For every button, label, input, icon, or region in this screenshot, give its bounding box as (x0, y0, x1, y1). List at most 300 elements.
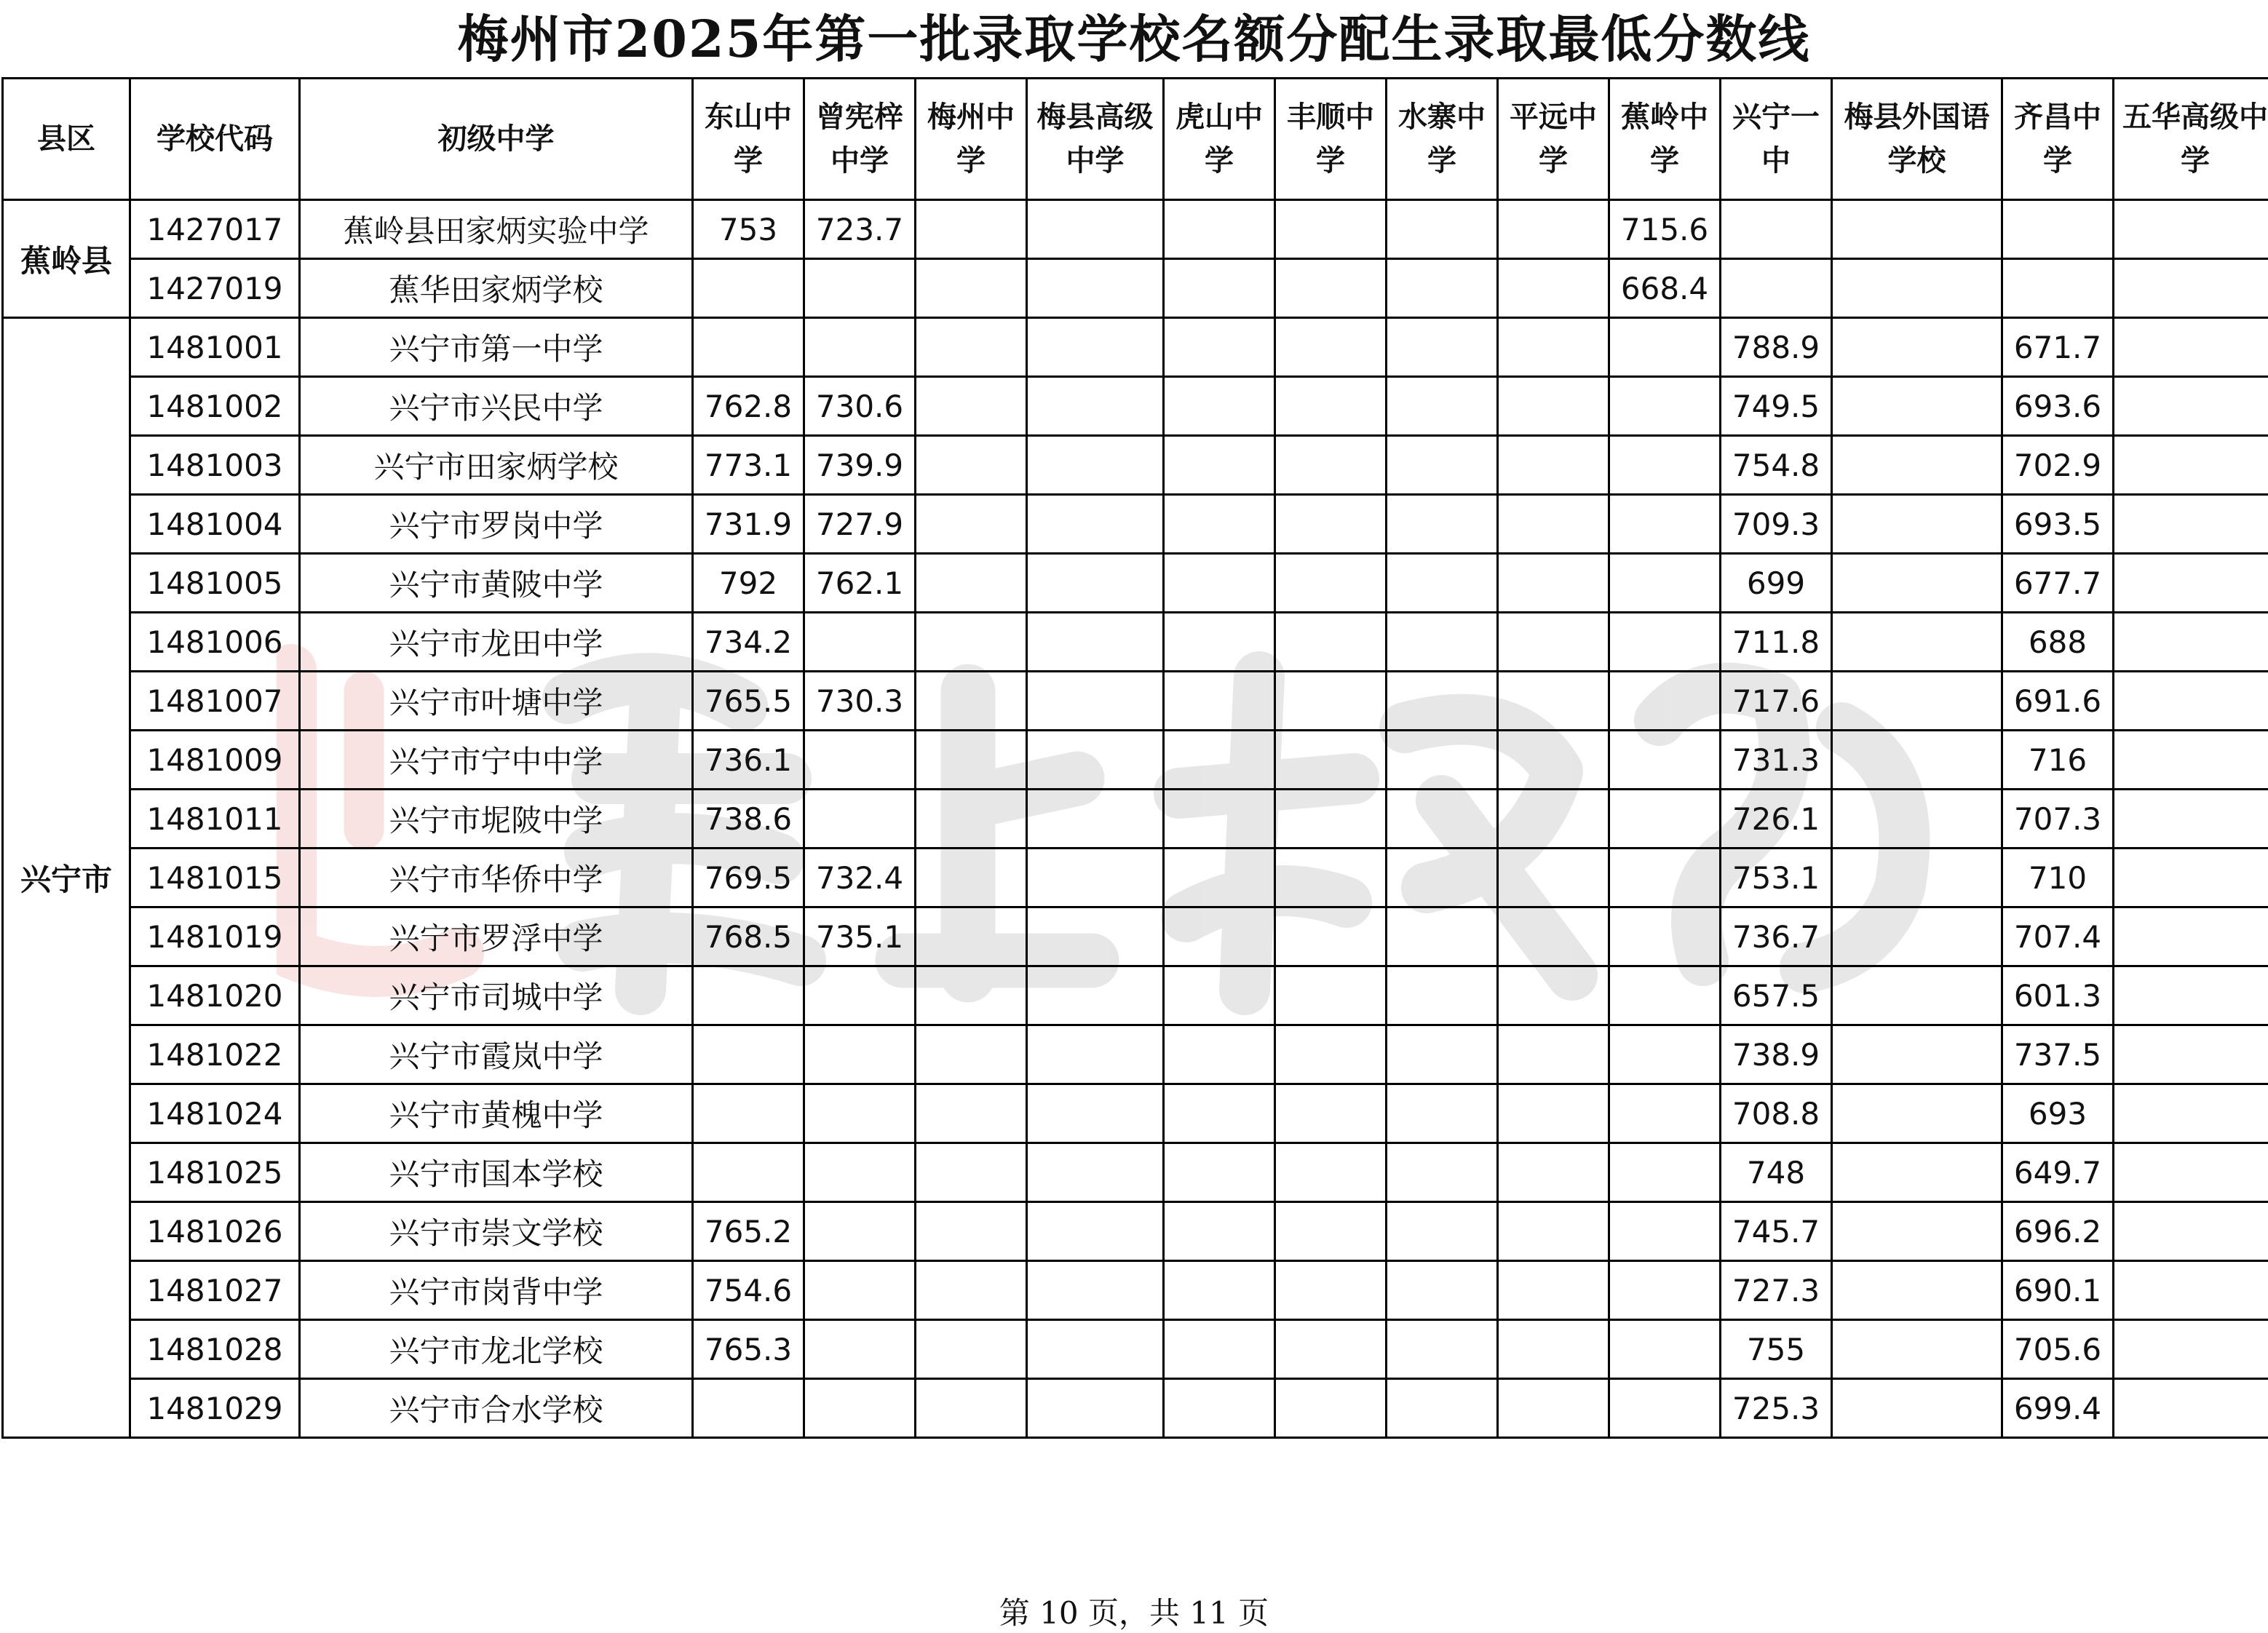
score-cell (1164, 554, 1275, 613)
score-cell (2114, 554, 2268, 613)
score-cell (2114, 377, 2268, 436)
school-name-cell: 蕉岭县田家炳实验中学 (300, 200, 693, 259)
school-name-cell: 兴宁市黄陂中学 (300, 554, 693, 613)
score-cell (804, 1084, 916, 1143)
score-cell (916, 1379, 1027, 1438)
score-cell (1275, 613, 1387, 672)
table-row (3, 731, 2268, 790)
score-cell: 762.8 (693, 377, 804, 436)
score-cell (1027, 1202, 1164, 1261)
score-cell (1164, 1084, 1275, 1143)
score-cell: 738.9 (1721, 1025, 1832, 1084)
score-cell (1387, 318, 1498, 377)
score-cell (1832, 200, 2002, 259)
admission-score-table (1, 77, 2268, 1439)
score-cell (2114, 259, 2268, 318)
score-cell (1164, 731, 1275, 790)
score-cell (1609, 377, 1721, 436)
score-cell: 731.9 (693, 495, 804, 554)
table-row (3, 1025, 2268, 1084)
school-code-cell: 1481026 (130, 1202, 300, 1261)
score-cell: 754.8 (1721, 436, 1832, 495)
header-target-wuhua-senior: 五华高级中 学 (2114, 79, 2268, 200)
score-cell (1164, 849, 1275, 907)
score-cell (1387, 436, 1498, 495)
score-cell (693, 966, 804, 1025)
score-cell: 715.6 (1609, 200, 1721, 259)
header-school-code: 学校代码 (130, 79, 300, 200)
school-code-cell: 1427019 (130, 259, 300, 318)
score-cell (804, 318, 916, 377)
score-cell (1609, 907, 1721, 966)
header-target-dongshan: 东山中 学 (693, 79, 804, 200)
score-cell (1832, 790, 2002, 849)
score-cell (1027, 1320, 1164, 1379)
school-name-cell: 兴宁市国本学校 (300, 1143, 693, 1202)
table-row (3, 1202, 2268, 1261)
score-cell (1609, 1143, 1721, 1202)
score-cell: 765.3 (693, 1320, 804, 1379)
header-target-hushan: 虎山中 学 (1164, 79, 1275, 200)
score-cell (1498, 1261, 1609, 1320)
table-row (3, 672, 2268, 731)
school-code-cell: 1481004 (130, 495, 300, 554)
score-cell: 738.6 (693, 790, 804, 849)
score-cell (1387, 1084, 1498, 1143)
score-cell (2114, 1143, 2268, 1202)
score-cell (1498, 554, 1609, 613)
score-cell (1164, 1261, 1275, 1320)
score-cell (916, 966, 1027, 1025)
header-target-pingyuan: 平远中 学 (1498, 79, 1609, 200)
score-cell (2114, 907, 2268, 966)
school-code-cell: 1481001 (130, 318, 300, 377)
score-cell (1275, 1202, 1387, 1261)
score-cell (2002, 200, 2114, 259)
score-cell (1387, 200, 1498, 259)
score-cell (2114, 731, 2268, 790)
score-cell (1498, 790, 1609, 849)
score-cell (916, 1261, 1027, 1320)
score-cell (1832, 259, 2002, 318)
school-code-cell: 1481019 (130, 907, 300, 966)
score-cell (1498, 495, 1609, 554)
score-cell (1027, 1379, 1164, 1438)
score-cell (1498, 907, 1609, 966)
score-cell (1832, 1261, 2002, 1320)
header-district: 县区 (3, 79, 130, 200)
score-cell (916, 672, 1027, 731)
score-cell (1027, 966, 1164, 1025)
table-row (3, 790, 2268, 849)
score-cell (1498, 1202, 1609, 1261)
score-cell (2114, 1025, 2268, 1084)
score-cell (1609, 318, 1721, 377)
school-name-cell: 兴宁市黄槐中学 (300, 1084, 693, 1143)
score-cell (1027, 731, 1164, 790)
score-cell: 696.2 (2002, 1202, 2114, 1261)
score-cell (1832, 1143, 2002, 1202)
score-cell (1498, 731, 1609, 790)
school-code-cell: 1481015 (130, 849, 300, 907)
score-cell: 773.1 (693, 436, 804, 495)
score-cell: 716 (2002, 731, 2114, 790)
score-cell (2114, 1261, 2268, 1320)
score-cell: 753.1 (1721, 849, 1832, 907)
score-cell (2114, 1379, 2268, 1438)
district-cell: 兴宁市 (3, 318, 130, 1438)
score-cell (1498, 436, 1609, 495)
score-cell: 699 (1721, 554, 1832, 613)
school-name-cell: 兴宁市田家炳学校 (300, 436, 693, 495)
school-name-cell: 兴宁市霞岚中学 (300, 1025, 693, 1084)
score-cell (1275, 907, 1387, 966)
score-cell: 710 (2002, 849, 2114, 907)
table-row (3, 849, 2268, 907)
score-cell (1275, 1379, 1387, 1438)
score-cell (916, 731, 1027, 790)
score-cell (1027, 1261, 1164, 1320)
score-cell (916, 259, 1027, 318)
score-cell (916, 1084, 1027, 1143)
score-cell (1275, 731, 1387, 790)
school-code-cell: 1481025 (130, 1143, 300, 1202)
score-cell (804, 613, 916, 672)
score-cell (916, 318, 1027, 377)
score-cell (804, 1202, 916, 1261)
school-name-cell: 兴宁市兴民中学 (300, 377, 693, 436)
score-cell: 668.4 (1609, 259, 1721, 318)
score-cell (1832, 849, 2002, 907)
score-cell: 736.7 (1721, 907, 1832, 966)
score-cell (693, 1379, 804, 1438)
score-cell (693, 1025, 804, 1084)
score-cell (1387, 790, 1498, 849)
score-cell (1498, 1084, 1609, 1143)
score-cell (2114, 672, 2268, 731)
score-cell (916, 377, 1027, 436)
score-cell (1275, 1143, 1387, 1202)
score-cell (693, 318, 804, 377)
table-row (3, 1143, 2268, 1202)
score-cell (1164, 672, 1275, 731)
score-cell (1609, 672, 1721, 731)
table-row (3, 1320, 2268, 1379)
header-target-qichang: 齐昌中 学 (2002, 79, 2114, 200)
header-target-jiaoling: 蕉岭中 学 (1609, 79, 1721, 200)
score-cell (1832, 966, 2002, 1025)
score-cell (1387, 907, 1498, 966)
score-cell (1275, 1084, 1387, 1143)
score-cell (1387, 1320, 1498, 1379)
score-cell (693, 259, 804, 318)
score-cell: 739.9 (804, 436, 916, 495)
score-cell (1387, 849, 1498, 907)
score-cell (1164, 790, 1275, 849)
score-cell (1275, 554, 1387, 613)
score-cell: 649.7 (2002, 1143, 2114, 1202)
score-cell: 693 (2002, 1084, 2114, 1143)
score-cell: 745.7 (1721, 1202, 1832, 1261)
score-cell (1387, 377, 1498, 436)
score-cell: 691.6 (2002, 672, 2114, 731)
score-cell (916, 790, 1027, 849)
score-cell: 788.9 (1721, 318, 1832, 377)
header-target-shuizhai: 水寨中 学 (1387, 79, 1498, 200)
score-cell: 730.3 (804, 672, 916, 731)
score-cell (1609, 495, 1721, 554)
score-cell (1609, 1202, 1721, 1261)
score-cell (1275, 672, 1387, 731)
score-cell (1387, 495, 1498, 554)
score-cell (2114, 1084, 2268, 1143)
score-cell (1721, 259, 1832, 318)
score-cell (2114, 200, 2268, 259)
school-code-cell: 1481007 (130, 672, 300, 731)
score-cell (2114, 966, 2268, 1025)
score-cell (1164, 1143, 1275, 1202)
score-cell (1609, 1379, 1721, 1438)
score-cell (1027, 495, 1164, 554)
score-cell: 754.6 (693, 1261, 804, 1320)
score-cell: 702.9 (2002, 436, 2114, 495)
score-cell (916, 1320, 1027, 1379)
table-row (3, 966, 2268, 1025)
score-cell (804, 1025, 916, 1084)
school-code-cell: 1481029 (130, 1379, 300, 1438)
score-cell (1832, 1379, 2002, 1438)
table-row (3, 259, 2268, 318)
table-row (3, 1261, 2268, 1320)
header-target-meizhou: 梅州中 学 (916, 79, 1027, 200)
score-cell (1027, 1025, 1164, 1084)
score-cell: 769.5 (693, 849, 804, 907)
school-code-cell: 1481006 (130, 613, 300, 672)
score-cell (1387, 1261, 1498, 1320)
school-code-cell: 1481011 (130, 790, 300, 849)
table-row (3, 1084, 2268, 1143)
score-cell (1275, 1320, 1387, 1379)
score-cell (1164, 1320, 1275, 1379)
score-cell (1027, 259, 1164, 318)
score-cell (1164, 259, 1275, 318)
score-cell (1609, 790, 1721, 849)
score-cell (804, 966, 916, 1025)
school-code-cell: 1481005 (130, 554, 300, 613)
score-cell: 708.8 (1721, 1084, 1832, 1143)
table-row (3, 200, 2268, 259)
score-cell (1387, 1143, 1498, 1202)
score-cell (1275, 1025, 1387, 1084)
score-cell (1498, 377, 1609, 436)
score-cell (916, 613, 1027, 672)
score-cell (1609, 1320, 1721, 1379)
score-cell: 749.5 (1721, 377, 1832, 436)
score-cell (693, 1084, 804, 1143)
score-cell (916, 1143, 1027, 1202)
header-target-fengshun: 丰顺中 学 (1275, 79, 1387, 200)
score-cell (1275, 200, 1387, 259)
score-cell (1832, 731, 2002, 790)
score-cell (916, 554, 1027, 613)
score-cell (1164, 318, 1275, 377)
score-cell: 693.6 (2002, 377, 2114, 436)
score-cell (1832, 318, 2002, 377)
score-cell (1832, 613, 2002, 672)
school-name-cell: 兴宁市合水学校 (300, 1379, 693, 1438)
school-name-cell: 兴宁市崇文学校 (300, 1202, 693, 1261)
score-cell (1027, 1143, 1164, 1202)
school-name-cell: 兴宁市华侨中学 (300, 849, 693, 907)
score-cell (1832, 672, 2002, 731)
score-cell (916, 200, 1027, 259)
score-cell: 727.9 (804, 495, 916, 554)
score-cell (1275, 259, 1387, 318)
score-cell (1164, 436, 1275, 495)
header-target-zengxianzi: 曾宪梓 中学 (804, 79, 916, 200)
score-cell (1609, 966, 1721, 1025)
score-cell (916, 1025, 1027, 1084)
table-row (3, 554, 2268, 613)
score-cell (2002, 259, 2114, 318)
score-cell (2114, 436, 2268, 495)
score-cell (1832, 377, 2002, 436)
district-cell: 蕉岭县 (3, 200, 130, 318)
score-cell (1027, 554, 1164, 613)
score-cell (1027, 672, 1164, 731)
score-cell: 765.5 (693, 672, 804, 731)
score-cell (1498, 1379, 1609, 1438)
score-cell (1275, 436, 1387, 495)
school-code-cell: 1427017 (130, 200, 300, 259)
score-cell (1027, 318, 1164, 377)
score-cell (804, 259, 916, 318)
score-cell (1164, 1379, 1275, 1438)
table-row (3, 613, 2268, 672)
school-code-cell: 1481020 (130, 966, 300, 1025)
score-cell (1832, 554, 2002, 613)
score-cell (804, 731, 916, 790)
score-cell: 734.2 (693, 613, 804, 672)
school-name-cell: 兴宁市罗岗中学 (300, 495, 693, 554)
school-name-cell: 兴宁市叶塘中学 (300, 672, 693, 731)
score-cell: 688 (2002, 613, 2114, 672)
school-code-cell: 1481009 (130, 731, 300, 790)
score-cell (1832, 1202, 2002, 1261)
score-cell (1027, 377, 1164, 436)
score-cell (1027, 849, 1164, 907)
score-cell (1498, 259, 1609, 318)
score-cell (1164, 966, 1275, 1025)
table-row (3, 495, 2268, 554)
score-cell (1832, 907, 2002, 966)
table-row (3, 907, 2268, 966)
score-cell (1387, 259, 1498, 318)
score-cell (804, 790, 916, 849)
score-cell: 711.8 (1721, 613, 1832, 672)
school-name-cell: 兴宁市第一中学 (300, 318, 693, 377)
score-cell: 762.1 (804, 554, 916, 613)
header-target-meixian-senior: 梅县高级 中学 (1027, 79, 1164, 200)
score-cell (1498, 613, 1609, 672)
score-cell (1721, 200, 1832, 259)
score-cell: 737.5 (2002, 1025, 2114, 1084)
score-cell (1387, 1202, 1498, 1261)
table-header-row (3, 79, 2268, 200)
score-cell: 709.3 (1721, 495, 1832, 554)
score-cell (1164, 1202, 1275, 1261)
score-cell (1832, 1084, 2002, 1143)
score-cell: 717.6 (1721, 672, 1832, 731)
score-cell (1387, 672, 1498, 731)
score-cell: 707.4 (2002, 907, 2114, 966)
score-cell: 748 (1721, 1143, 1832, 1202)
table-row (3, 377, 2268, 436)
score-cell (1498, 672, 1609, 731)
score-cell (804, 1143, 916, 1202)
score-cell (804, 1320, 916, 1379)
score-cell (804, 1261, 916, 1320)
score-cell (1387, 613, 1498, 672)
score-cell (2114, 613, 2268, 672)
score-cell (916, 436, 1027, 495)
score-cell (1275, 495, 1387, 554)
score-cell (1164, 495, 1275, 554)
score-cell (1609, 731, 1721, 790)
school-code-cell: 1481027 (130, 1261, 300, 1320)
score-cell: 765.2 (693, 1202, 804, 1261)
score-cell (1498, 1320, 1609, 1379)
header-target-xingning-no1: 兴宁一 中 (1721, 79, 1832, 200)
score-cell (1275, 318, 1387, 377)
school-code-cell: 1481028 (130, 1320, 300, 1379)
score-cell (2114, 1202, 2268, 1261)
school-name-cell: 蕉华田家炳学校 (300, 259, 693, 318)
score-cell (1275, 966, 1387, 1025)
score-cell (1027, 790, 1164, 849)
score-cell: 699.4 (2002, 1379, 2114, 1438)
score-cell: 730.6 (804, 377, 916, 436)
score-cell: 755 (1721, 1320, 1832, 1379)
school-code-cell: 1481024 (130, 1084, 300, 1143)
school-code-cell: 1481002 (130, 377, 300, 436)
score-cell (916, 849, 1027, 907)
table-row (3, 318, 2268, 377)
school-code-cell: 1481003 (130, 436, 300, 495)
score-cell (1832, 1320, 2002, 1379)
score-cell (1275, 1261, 1387, 1320)
score-cell (1387, 554, 1498, 613)
score-cell (2114, 849, 2268, 907)
table-row (3, 1379, 2268, 1438)
score-cell: 723.7 (804, 200, 916, 259)
score-cell (1832, 436, 2002, 495)
score-cell: 601.3 (2002, 966, 2114, 1025)
score-cell (1387, 1379, 1498, 1438)
score-cell (916, 495, 1027, 554)
score-cell (1609, 1261, 1721, 1320)
score-cell: 768.5 (693, 907, 804, 966)
school-name-cell: 兴宁市宁中中学 (300, 731, 693, 790)
score-cell (2114, 318, 2268, 377)
score-cell (2114, 495, 2268, 554)
score-cell (916, 1202, 1027, 1261)
score-cell: 726.1 (1721, 790, 1832, 849)
score-cell (1609, 849, 1721, 907)
school-name-cell: 兴宁市龙田中学 (300, 613, 693, 672)
score-cell (916, 907, 1027, 966)
page-footer: 第 10 页，共 11 页 (0, 1589, 2268, 1633)
